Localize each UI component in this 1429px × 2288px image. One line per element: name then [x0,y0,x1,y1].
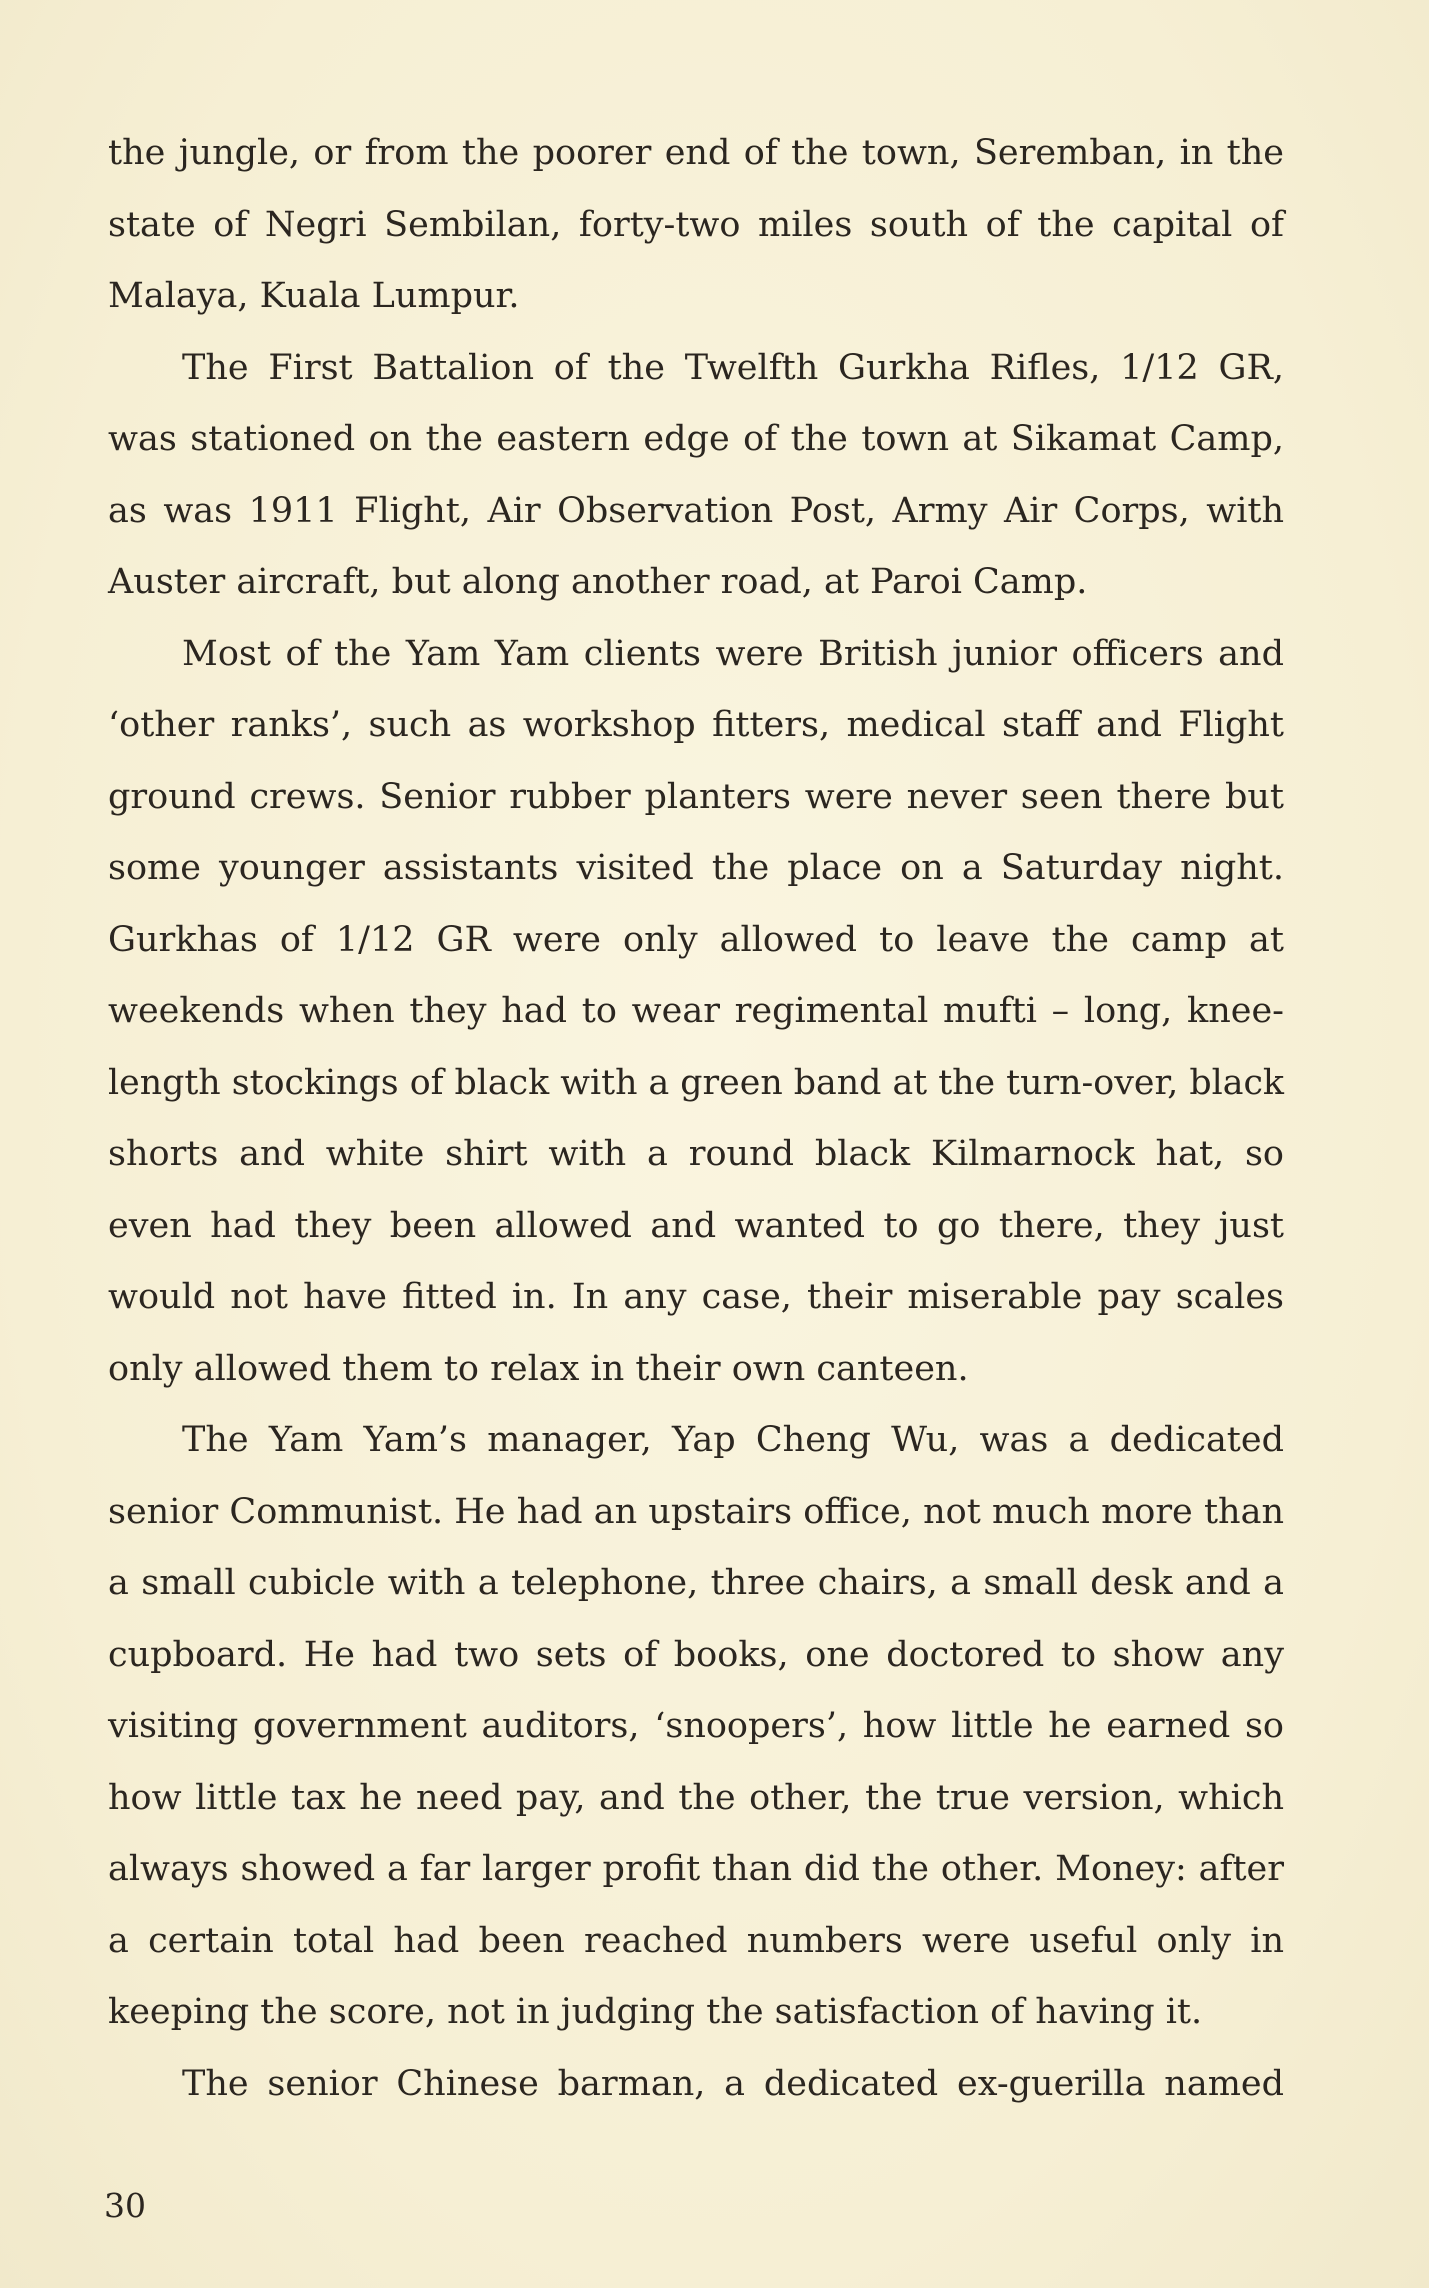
text-line: shorts and white shirt with a round black Kilmarnock hat, so [108,1134,1284,1174]
text-line: keeping the score, not in judging the satisfaction of having it. [108,1992,1203,2032]
text-line: as was 1911 Flight, Air Observation Post, Army Air Corps, with [108,490,1284,531]
text-line: length stockings of black with a green band at the turn-over, black [108,1062,1284,1103]
text-line: a certain total had been reached numbers were useful only in [108,1920,1284,1961]
text-line: only allowed them to relax in their own canteen. [108,1348,969,1389]
text-line: The senior Chinese barman, a dedicated ex-guerilla named [182,2063,1284,2104]
text-line: how little tax he need pay, and the other, the true version, which [108,1777,1284,1818]
text-line: visiting government auditors, ‘snoopers’, how little he earned so [108,1706,1284,1746]
text-line: the jungle, or from the poorer end of the town, Seremban, in the [108,133,1284,173]
text-line: senior Communist. He had an upstairs office, not much more than [108,1491,1284,1532]
text-line: even had they been allowed and wanted to go there, they just [108,1205,1284,1246]
text-line: some younger assistants visited the place on a Saturday night. [108,848,1284,888]
text-line: The First Battalion of the Twelfth Gurkha Rifles, 1/12 GR, [182,347,1284,388]
text-line: would not have fitted in. In any case, their miserable pay scales [108,1277,1284,1317]
text-line: weekends when they had to wear regimental mufti – long, knee- [108,991,1284,1031]
text-line: The Yam Yam’s manager, Yap Cheng Wu, was a dedicated [182,1420,1284,1460]
text-line: ‘other ranks’, such as workshop fitters, medical staff and Flight [108,705,1284,745]
text-line: state of Negri Sembilan, forty-two miles south of the capital of [108,204,1284,245]
text-line: Most of the Yam Yam clients were British junior officers and [182,633,1284,674]
text-line: a small cubicle with a telephone, three chairs, a small desk and a [108,1563,1284,1603]
page-number: 30 [104,2186,146,2225]
text-line: cupboard. He had two sets of books, one doctored to show any [108,1634,1284,1675]
text-line: ground crews. Senior rubber planters were never seen there but [108,776,1284,817]
text-line: Malaya, Kuala Lumpur. [108,276,520,316]
body-text [108,118,1284,2120]
text-line: was stationed on the eastern edge of the town at Sikamat Camp, [108,419,1284,459]
text-line: always showed a far larger profit than did the other. Money: after [108,1849,1284,1889]
text-line: Gurkhas of 1/12 GR were only allowed to leave the camp at [108,919,1284,960]
text-line: Auster aircraft, but along another road, at Paroi Camp. [108,562,1088,602]
